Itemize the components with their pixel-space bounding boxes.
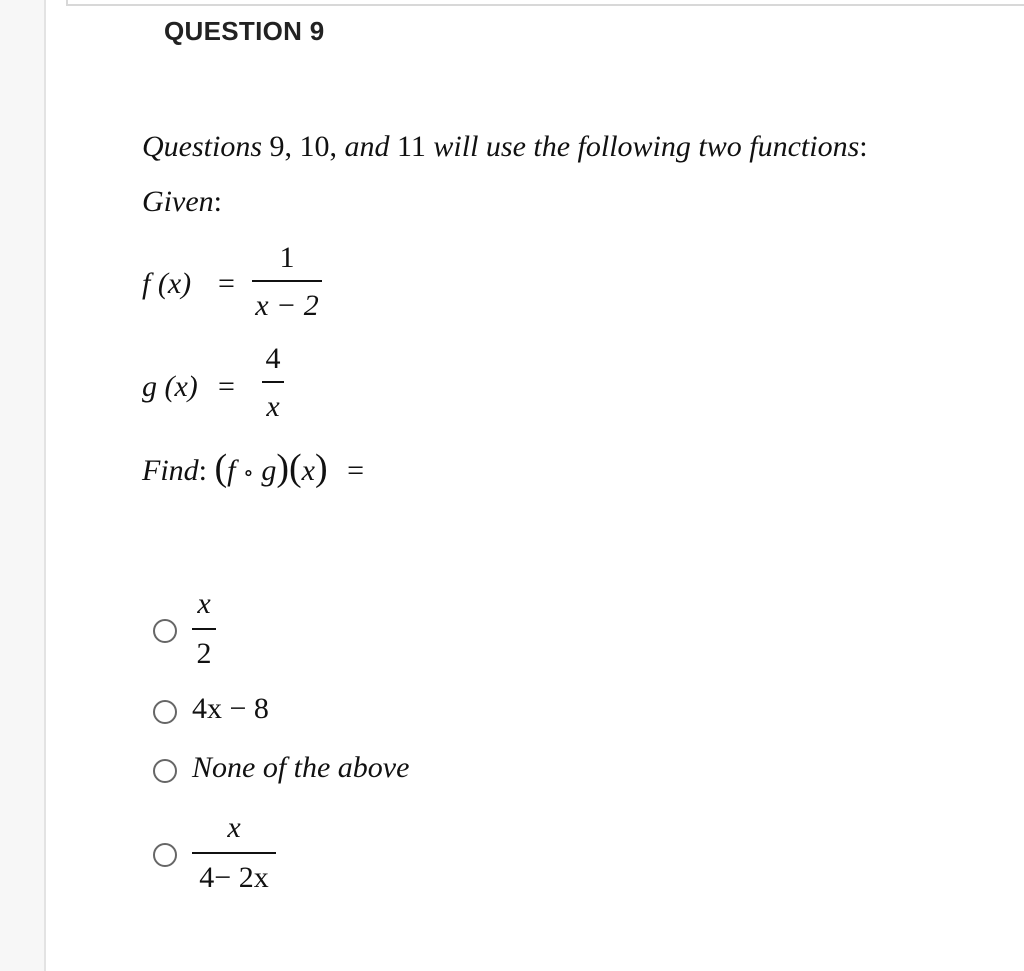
g-fraction [262, 343, 284, 422]
find-colon: : [198, 454, 208, 487]
open-paren: ( [214, 447, 228, 489]
g-definition-lhs [142, 370, 198, 404]
find-expression [142, 446, 364, 490]
option-d-radio[interactable] [153, 843, 177, 867]
option-a-answer[interactable] [192, 588, 216, 669]
f-numerator: 1 [279, 241, 295, 274]
find-label: Find [142, 454, 199, 487]
g-arg: (x) [164, 370, 198, 403]
g-symbol: g [142, 370, 157, 403]
f-equals: = [218, 267, 235, 300]
intro-colon: : [859, 130, 868, 163]
option-b-answer[interactable]: 4x − 8 [192, 692, 269, 725]
intro-word: and [344, 130, 390, 163]
find-x: x [301, 454, 315, 487]
open-paren: ( [288, 447, 302, 489]
option-a-numerator: x [197, 587, 211, 620]
close-paren: ) [314, 447, 328, 489]
find-equals: = [347, 454, 365, 487]
given-colon: : [213, 185, 222, 218]
find-f: f [227, 454, 236, 487]
question-frame-top [66, 0, 1024, 6]
option-a-fraction-bar [192, 628, 216, 630]
option-c-answer[interactable]: None of the above [192, 751, 410, 784]
option-a-radio[interactable] [153, 619, 177, 643]
given-text: Given [142, 185, 214, 218]
intro-word: 11 [397, 130, 426, 163]
g-fraction-bar [262, 381, 284, 383]
f-fraction [252, 242, 322, 321]
f-denominator: x − 2 [255, 288, 319, 322]
intro-word: 10, [299, 130, 337, 163]
option-a-denominator: 2 [196, 636, 212, 670]
find-g: g [261, 454, 277, 487]
option-d-answer[interactable] [192, 812, 276, 893]
option-d-denominator: 4− 2x [199, 860, 269, 894]
option-b-radio[interactable] [153, 700, 177, 724]
option-d-fraction-bar [192, 852, 276, 854]
f-definition-lhs [142, 267, 191, 301]
intro-word: functions [749, 130, 860, 163]
intro-word: will use the [433, 130, 571, 163]
g-numerator: 4 [265, 342, 281, 375]
intro-sentence [142, 130, 868, 164]
f-fraction-bar [252, 280, 322, 282]
option-d-numerator: x [227, 811, 241, 844]
intro-word: two [698, 130, 742, 163]
f-symbol: f [142, 267, 151, 300]
close-paren: ) [276, 447, 289, 489]
option-c-radio[interactable] [153, 759, 177, 783]
question-heading: QUESTION 9 [164, 16, 325, 46]
g-denominator: x [266, 389, 280, 423]
f-arg: (x) [157, 267, 192, 300]
left-margin-panel [0, 0, 46, 971]
compose-operator: ∘ [243, 460, 254, 485]
intro-word: following [577, 130, 691, 163]
given-label [142, 185, 222, 219]
intro-word: Questions [142, 130, 262, 163]
intro-word: 9, [269, 130, 292, 163]
g-equals: = [218, 370, 235, 403]
